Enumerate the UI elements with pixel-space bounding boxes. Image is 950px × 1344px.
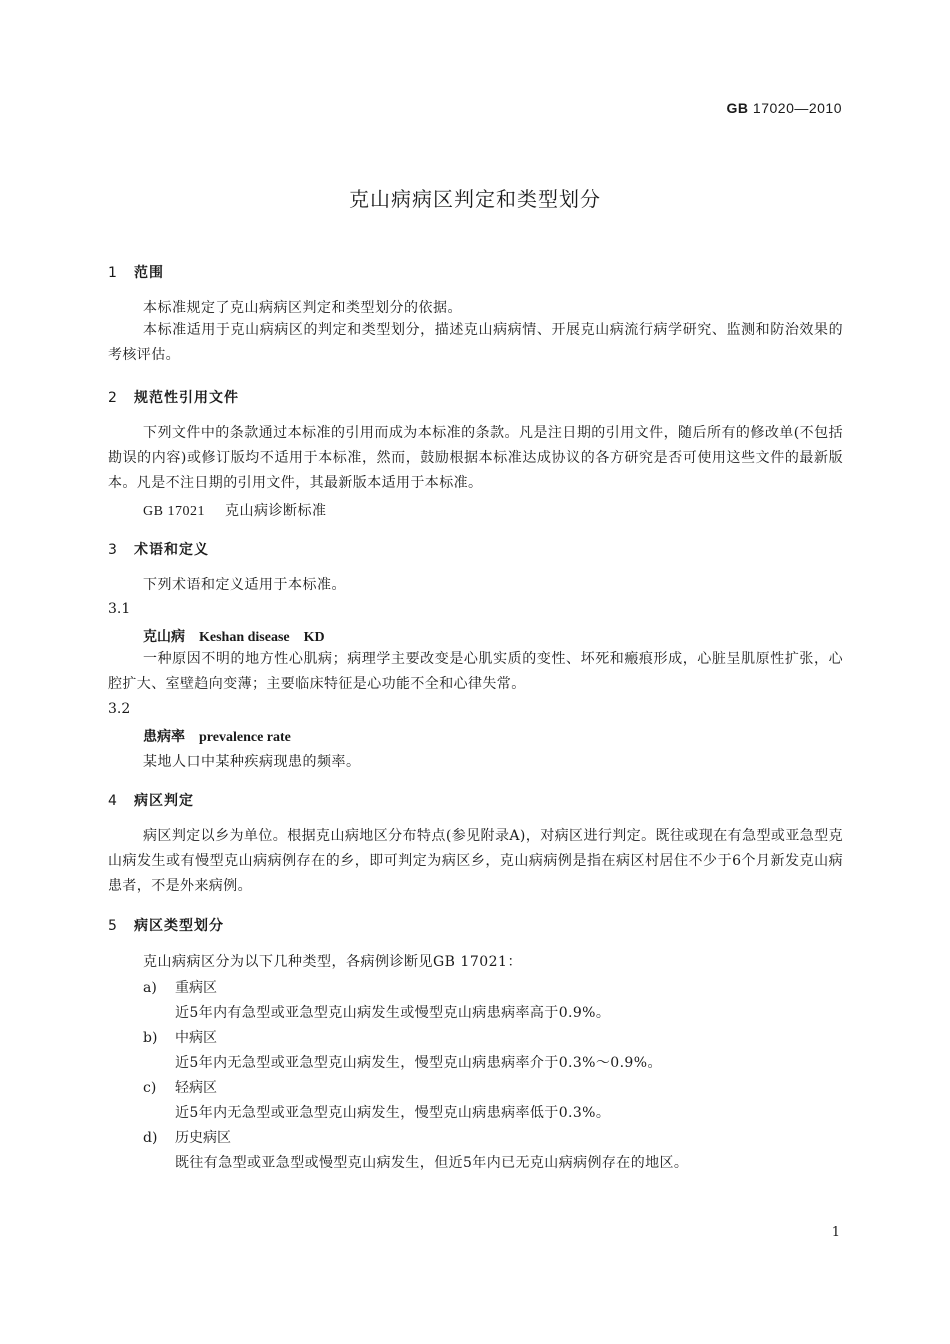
list-item-label: d) 历史病区 [143, 1130, 231, 1146]
clause-3-1-number: 3.1 [108, 601, 131, 617]
term-keshan-disease-definition: 一种原因不明的地方性心肌病；病理学主要改变是心肌实质的变性、坏死和瘢痕形成，心脏呈肌原性扩张，心腔扩大、室壁趋向变薄；主要临床特征是心功能不全和心律失常。 [108, 651, 843, 692]
page-number: 1 [831, 1225, 840, 1240]
reference-code: GB 17021 [143, 504, 205, 519]
zone-name: 历史病区 [175, 1130, 231, 1146]
section-3-heading [108, 539, 209, 559]
section-number: 1 [108, 265, 118, 281]
term-keshan-disease [143, 626, 325, 646]
section-number: 2 [108, 390, 118, 406]
section-2-paragraph: 下列文件中的条款通过本标准的引用而成为本标准的条款。凡是注日期的引用文件，随后所有的修改单(不包括勘误的内容)或修订版均不适用于本标准，然而，鼓励根据本标准达成协议的各方研究是否可使用这些文件的最新版本。凡是不注日期的引用文件，其最新版本适用于本标准。 [108, 425, 843, 491]
section-title: 病区类型划分 [134, 918, 224, 934]
section-5-heading [108, 915, 224, 935]
zone-description: 近5年内无急型或亚急型克山病发生，慢型克山病患病率介于0.3%～0.9%。 [175, 1055, 662, 1071]
section-number: 5 [108, 918, 118, 934]
zone-name: 轻病区 [175, 1080, 217, 1096]
section-1-heading [108, 262, 164, 282]
section-3-intro: 下列术语和定义适用于本标准。 [143, 577, 346, 593]
section-1-paragraph-1: 本标准规定了克山病病区判定和类型划分的依据。 [143, 300, 462, 316]
zone-description: 近5年内有急型或亚急型克山病发生或慢型克山病患病率高于0.9%。 [175, 1005, 611, 1021]
term-zh: 克山病 [143, 629, 185, 645]
section-number: 3 [108, 542, 118, 558]
standard-code-number: 17020—2010 [752, 100, 842, 116]
standard-code-prefix: GB [726, 100, 749, 116]
section-1-paragraph-2: 本标准适用于克山病病区的判定和类型划分，描述克山病病情、开展克山病流行病学研究、监测和防治效果的考核评估。 [108, 322, 843, 363]
section-title: 规范性引用文件 [134, 390, 239, 406]
document-title: 克山病病区判定和类型划分 [349, 187, 601, 211]
zone-description: 既往有急型或亚急型或慢型克山病发生，但近5年内已无克山病病例存在的地区。 [175, 1155, 689, 1171]
zone-description: 近5年内无急型或亚急型克山病发生，慢型克山病患病率低于0.3%。 [175, 1105, 611, 1121]
section-4-paragraph: 病区判定以乡为单位。根据克山病地区分布特点(参见附录A)，对病区进行判定。既往或现在有急型或亚急型克山病发生或有慢型克山病病例存在的乡，即可判定为病区乡，克山病病例是指在病区村居住不少于6个月新发克山病患者，不是外来病例。 [108, 828, 843, 894]
section-title: 病区判定 [134, 793, 194, 809]
clause-3-2-number: 3.2 [108, 701, 131, 717]
list-item-label: c) 轻病区 [143, 1080, 217, 1096]
zone-name: 中病区 [175, 1030, 217, 1046]
term-prevalence-rate [143, 726, 291, 746]
term-zh: 患病率 [143, 729, 185, 745]
list-item-label: a) 重病区 [143, 980, 217, 996]
section-title: 术语和定义 [134, 542, 209, 558]
section-number: 4 [108, 793, 118, 809]
reference-title: 克山病诊断标准 [224, 503, 327, 519]
list-item-label: b) 中病区 [143, 1030, 217, 1046]
term-en: prevalence rate [199, 730, 291, 745]
term-prevalence-rate-definition: 某地人口中某种疾病现患的频率。 [143, 754, 361, 770]
normative-reference [143, 500, 326, 520]
section-2-heading [108, 387, 239, 407]
section-title: 范围 [134, 265, 164, 281]
section-5-intro: 克山病病区分为以下几种类型，各病例诊断见GB 17021： [143, 954, 522, 970]
term-abbr: KD [303, 630, 325, 645]
zone-name: 重病区 [175, 980, 217, 996]
standard-code [727, 100, 842, 116]
term-en: Keshan disease [199, 630, 290, 645]
section-4-heading [108, 790, 194, 810]
